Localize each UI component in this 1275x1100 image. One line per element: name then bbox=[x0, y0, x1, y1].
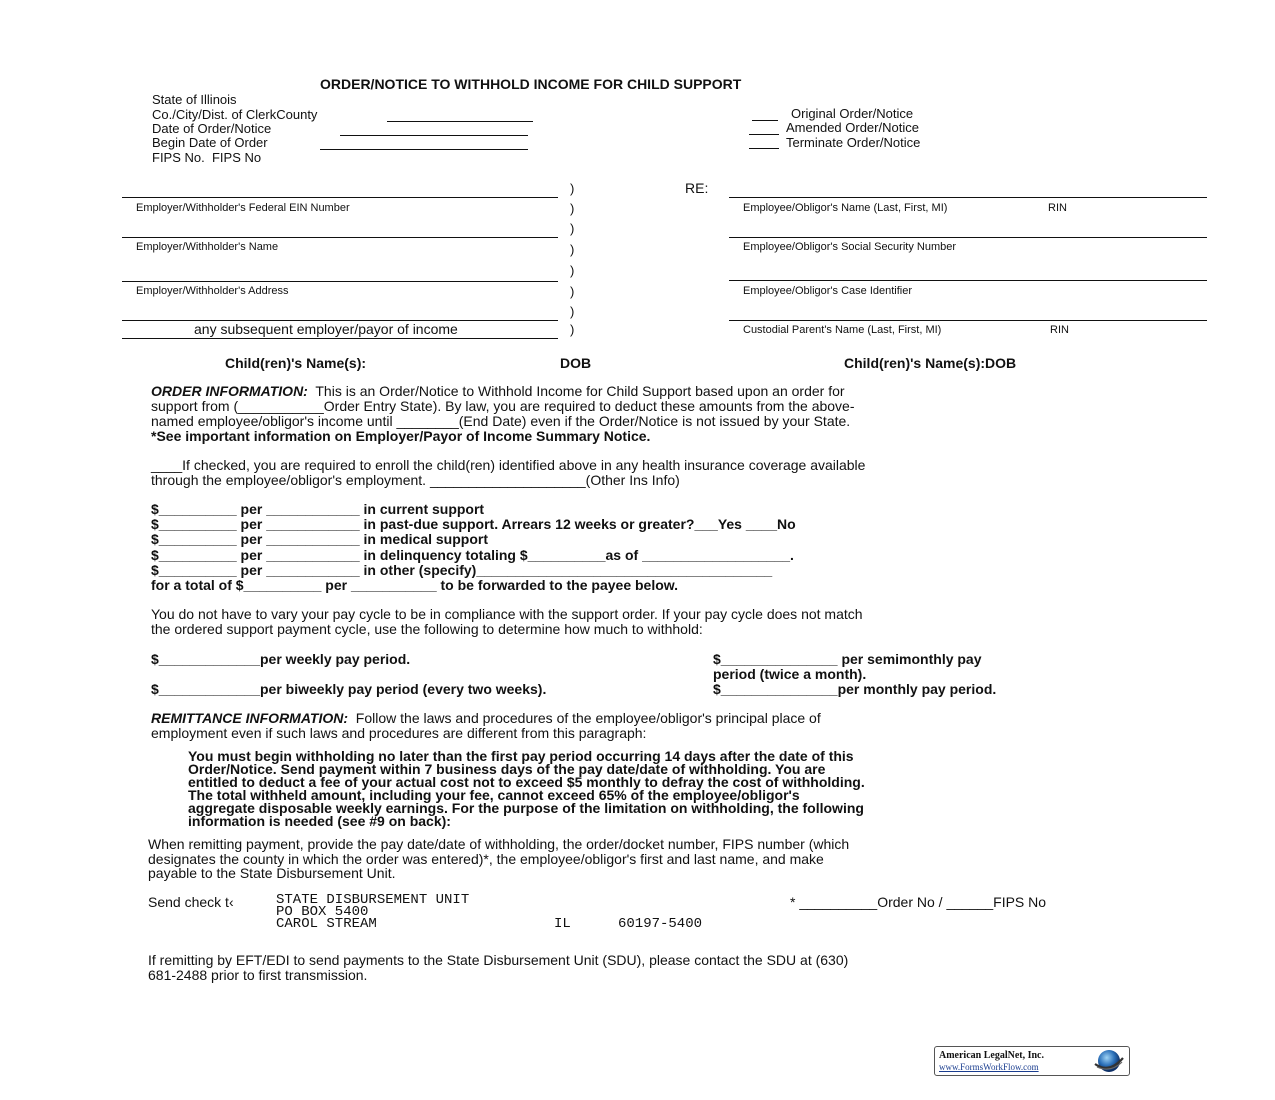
employee-ssn-label: Employee/Obligor's Social Security Number bbox=[743, 241, 957, 253]
subsequent-employer-text: any subsequent employer/payor of income bbox=[194, 321, 458, 337]
semimonthly-amount: $_______________ per semimonthly pay bbox=[713, 651, 982, 667]
remittance-block4: The total withheld amount, including your fee, cannot exceed 65% of the employee/obligor's bbox=[188, 787, 800, 803]
sdu-zip: 60197-5400 bbox=[618, 916, 703, 932]
date-field[interactable] bbox=[340, 135, 528, 136]
health-line2: through the employee/obligor's employment. ____________________(Other Ins Info) bbox=[151, 472, 680, 488]
remittance-block5: aggregate disposable weekly earnings. For the purpose of the limitation on withholding, the following bbox=[188, 800, 864, 816]
terminate-checkbox[interactable] bbox=[749, 148, 779, 149]
begin-date-label: Begin Date of Order bbox=[152, 135, 268, 150]
paren-1: ) bbox=[570, 181, 575, 196]
sdu-city: CAROL STREAM bbox=[276, 916, 377, 932]
custodial-name-field[interactable] bbox=[729, 320, 1207, 321]
employee-case-field[interactable] bbox=[729, 280, 1207, 281]
legalnet-company: American LegalNet, Inc. bbox=[939, 1050, 1044, 1061]
terminate-label: Terminate Order/Notice bbox=[786, 135, 921, 150]
paren-4: ) bbox=[570, 242, 575, 257]
remittance-line2: employment even if such laws and procedures are different from this paragraph: bbox=[151, 725, 647, 741]
support-row-pastdue: $__________ per ____________ in past-due support. Arrears 12 weeks or greater?___Yes ____No bbox=[151, 516, 796, 532]
remittance-block2: Order/Notice. Send payment within 7 business days of the pay date/date of withholding. You are bbox=[188, 761, 826, 777]
eft-line2: 681-2488 prior to first transmission. bbox=[148, 967, 368, 983]
order-fips-field: * __________Order No / ______FIPS No bbox=[790, 894, 1047, 910]
employee-name-label: Employee/Obligor's Name (Last, First, MI) bbox=[743, 202, 948, 214]
remittance-heading: REMITTANCE INFORMATION: bbox=[151, 710, 349, 726]
semimonthly-amount-2: period (twice a month). bbox=[713, 666, 867, 682]
paycycle-line2: the ordered support payment cycle, use the following to determine how much to withhold: bbox=[151, 621, 703, 637]
fips-value: FIPS No bbox=[211, 150, 262, 165]
sdu-name: STATE DISBURSEMENT UNIT bbox=[276, 892, 470, 908]
remitting-line2: designates the county in which the order was entered)*, the employee/obligor's first and last name, and make bbox=[148, 851, 824, 867]
globe-icon bbox=[1091, 1048, 1125, 1074]
remittance-line1: REMITTANCE INFORMATION: Follow the laws and procedures of the employee/obligor's principal place of bbox=[151, 710, 821, 726]
sdu-state: IL bbox=[554, 916, 571, 932]
original-label: Original Order/Notice bbox=[791, 106, 914, 121]
biweekly-amount: $_____________per biweekly pay period (every two weeks). bbox=[151, 681, 547, 697]
amended-label: Amended Order/Notice bbox=[786, 120, 919, 135]
form-title: ORDER/NOTICE TO WITHHOLD INCOME FOR CHILD SUPPORT bbox=[320, 76, 742, 92]
paren-7: ) bbox=[570, 304, 575, 319]
support-row-other: $__________ per ____________ in other (specify)______________________________________ bbox=[151, 562, 773, 578]
employer-ein-field[interactable] bbox=[122, 197, 558, 198]
employer-name-label: Employer/Withholder's Name bbox=[136, 241, 279, 253]
subsequent-employer-line bbox=[122, 338, 558, 339]
employer-ein-label: Employer/Withholder's Federal EIN Number bbox=[136, 202, 350, 214]
order-info-line3: named employee/obligor's income until ________(End Date) even if the Order/Notice is not issued by your State. bbox=[151, 413, 851, 429]
original-checkbox[interactable] bbox=[752, 120, 778, 121]
children-names-label: Child(ren)'s Name(s): bbox=[225, 355, 367, 371]
date-label: Date of Order/Notice bbox=[152, 121, 272, 136]
custodial-name-label: Custodial Parent's Name (Last, First, MI) bbox=[743, 324, 942, 336]
order-info-line2: support from (___________Order Entry State). By law, you are required to deduct these amounts from the above- bbox=[151, 398, 855, 414]
order-info-line4: *See important information on Employer/Payor of Income Summary Notice. bbox=[151, 428, 651, 444]
employee-ssn-field[interactable] bbox=[729, 237, 1207, 238]
fips-label: FIPS No. FIPS No bbox=[152, 150, 262, 165]
custodial-rin-label: RIN bbox=[1050, 324, 1069, 336]
paren-3: ) bbox=[570, 221, 575, 236]
send-check-label: Send check t‹ bbox=[148, 894, 234, 910]
employer-address-label: Employer/Withholder's Address bbox=[136, 285, 289, 297]
order-info-line1: ORDER INFORMATION: This is an Order/Notice to Withhold Income for Child Support based upon an order for bbox=[151, 383, 845, 399]
support-row-delinquency: $__________ per ____________ in delinquency totaling $__________as of ___________________. bbox=[151, 547, 794, 563]
remittance-block3: entitled to deduct a fee of your actual cost not to exceed $5 monthly to defray the cost of withholding. bbox=[188, 774, 865, 790]
paren-6: ) bbox=[570, 284, 575, 299]
legalnet-url[interactable]: www.FormsWorkFlow.com bbox=[939, 1062, 1039, 1072]
eft-line1: If remitting by EFT/EDI to send payments to the State Disbursement Unit (SDU), please contact the SDU at (630) bbox=[148, 952, 849, 968]
re-label: RE: bbox=[685, 180, 709, 196]
legalnet-logo[interactable] bbox=[934, 1046, 1130, 1076]
remitting-line1: When remitting payment, provide the pay date/date of withholding, the order/docket number, FIPS number (which bbox=[148, 836, 850, 852]
children-names-dob-label: Child(ren)'s Name(s):DOB bbox=[844, 355, 1017, 371]
children-dob-label: DOB bbox=[560, 355, 592, 371]
order-info-heading: ORDER INFORMATION: bbox=[151, 383, 308, 399]
employee-case-label: Employee/Obligor's Case Identifier bbox=[743, 285, 913, 297]
county-field[interactable] bbox=[387, 121, 533, 122]
begin-date-field[interactable] bbox=[320, 149, 528, 150]
weekly-amount: $_____________per weekly pay period. bbox=[151, 651, 411, 667]
support-row-medical: $__________ per ____________ in medical support bbox=[151, 531, 488, 547]
state-label: State of Illinois bbox=[152, 92, 237, 107]
employer-address-field[interactable] bbox=[122, 281, 558, 282]
remittance-block1: You must begin withholding no later than the first pay period occurring 14 days after the date of this bbox=[188, 748, 854, 764]
support-row-current: $__________ per ____________ in current support bbox=[151, 501, 485, 517]
support-row-total: for a total of $__________ per ___________ to be forwarded to the payee below. bbox=[151, 577, 679, 593]
sdu-po-box: PO BOX 5400 bbox=[276, 904, 369, 920]
health-line1: ____If checked, you are required to enroll the child(ren) identified above in any health insurance coverage available bbox=[151, 457, 866, 473]
remitting-line3: payable to the State Disbursement Unit. bbox=[148, 865, 396, 881]
employee-name-field[interactable] bbox=[729, 197, 1207, 198]
amended-checkbox[interactable] bbox=[749, 134, 779, 135]
county-label: Co./City/Dist. of ClerkCounty bbox=[152, 107, 318, 122]
paren-8: ) bbox=[570, 322, 575, 337]
paycycle-line1: You do not have to vary your pay cycle to be in compliance with the support order. If your pay cycle does not match bbox=[151, 606, 863, 622]
remittance-block6: information is needed (see #9 on back): bbox=[188, 813, 451, 829]
employer-name-field[interactable] bbox=[122, 237, 558, 238]
employee-rin-label: RIN bbox=[1048, 202, 1067, 214]
paren-5: ) bbox=[570, 263, 575, 278]
paren-2: ) bbox=[570, 201, 575, 216]
monthly-amount: $_______________per monthly pay period. bbox=[713, 681, 997, 697]
